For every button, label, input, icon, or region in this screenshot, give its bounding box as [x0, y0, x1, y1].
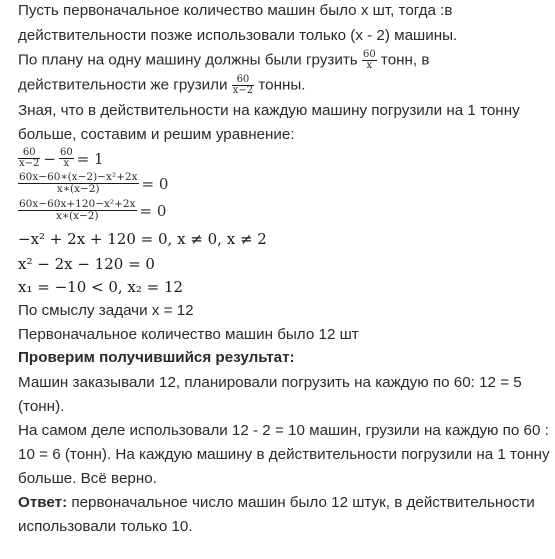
intro-line-5: Зная, что в действительности на каждую машину погрузили на 1 тонну [18, 102, 520, 119]
eq3-fraction: $\frac{\text{60x−60x+120−x²+2x}}{x∗(x-2)}$ [19, 198, 136, 222]
check-line-2: (тонн). [18, 398, 65, 415]
fraction-60-over-x: $\frac{60}{x}$ [362, 49, 376, 71]
intro-line-4: действительности же грузили $\frac{60}{x-2}$ тонны. [18, 74, 306, 96]
intro-line-2: действительности позже использовали только (x - 2) машины. [18, 27, 458, 44]
intro-line-6: больше, составим и решим уравнение: [18, 126, 295, 143]
equation-1: $\frac{60}{x-2}$ − $\frac{60}{x}$ = 1 [19, 147, 104, 169]
answer-line-2: использовали только 10. [18, 518, 193, 535]
conclusion-line-1: По смыслу задачи x = 12 [18, 302, 194, 319]
fraction-60-over-x-minus-2: $\frac{60}{x-2}$ [232, 74, 254, 96]
intro-line-1: Пусть первоначальное количество машин было x шт, тогда :в [18, 2, 453, 19]
eq1-fraction-1: $\frac{60}{x-2}$ [19, 147, 40, 169]
eq1-fraction-2: $\frac{60}{x}$ [59, 147, 73, 169]
equation-2: $\frac{\text{60x−60∗(x−2)−x²+2x}}{x∗(x-2)}$ = 0 [19, 171, 169, 195]
equation-3: $\frac{\text{60x−60x+120−x²+2x}}{x∗(x-2)}$ = 0 [19, 198, 167, 222]
equation-5: x² − 2x − 120 = 0 [18, 255, 155, 273]
answer-line-1: Ответ: первоначальное число машин было 12 штук, в действительности [18, 494, 535, 511]
equation-4: −x² + 2x + 120 = 0, x ≠ 0, x ≠ 2 [18, 230, 267, 248]
check-heading: Проверим получившийся результат: [18, 349, 295, 366]
check-line-4: 10 = 6 (тонн). На каждую машину в действительности погрузили на 1 тонну [18, 446, 550, 463]
check-line-3: На самом деле использовали 12 - 2 = 10 машин, грузили на каждую по 60 : [18, 422, 549, 439]
equation-6: x₁ = −10 < 0, x₂ = 12 [18, 278, 184, 296]
conclusion-line-2: Первоначальное количество машин было 12 шт [18, 326, 359, 343]
intro-line-3: По плану на одну машину должны были грузить $\frac{60}{x}$ тонн, в [18, 49, 430, 71]
check-line-5: больше. Всё верно. [18, 470, 157, 487]
answer-label: Ответ: [18, 494, 68, 511]
check-line-1: Машин заказывали 12, планировали погрузить на каждую по 60: 12 = 5 [18, 374, 522, 391]
eq2-fraction: $\frac{\text{60x−60∗(x−2)−x²+2x}}{x∗(x-2)}$ [19, 171, 138, 195]
